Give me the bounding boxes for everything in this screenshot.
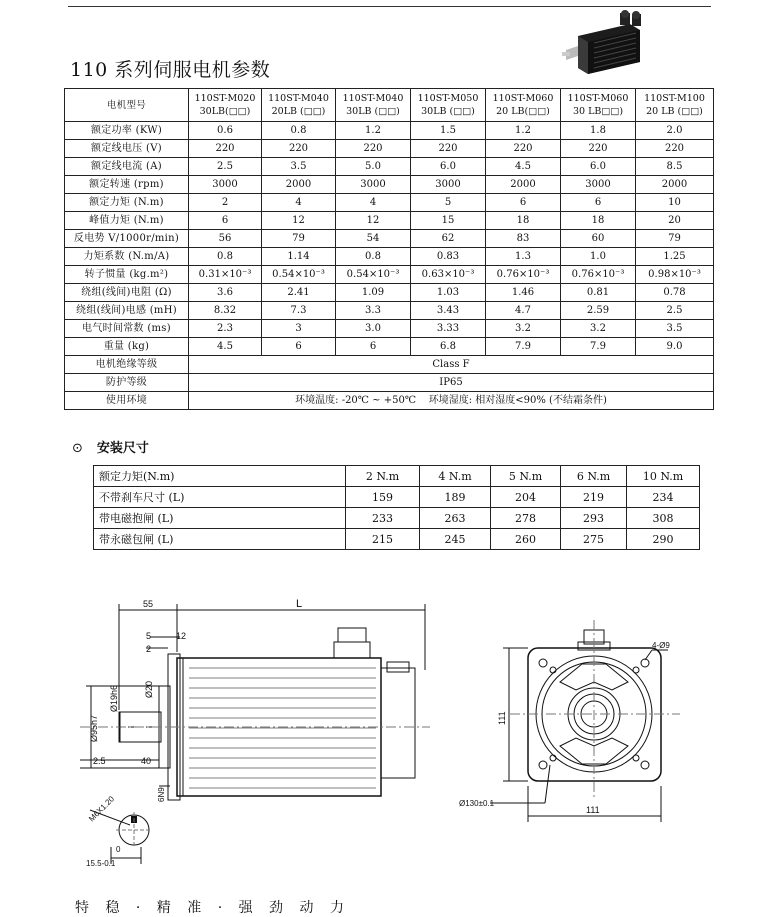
spec-cell: 220 <box>411 140 486 158</box>
mount-header-row <box>94 466 700 487</box>
dim-6n9: 6N9 <box>157 787 166 802</box>
spec-row-label: 额定转速 (rpm) <box>65 176 189 194</box>
spec-cell: 220 <box>561 140 636 158</box>
spec-cell: 3.5 <box>262 158 336 176</box>
spec-cell: 6.8 <box>411 338 486 356</box>
spec-row <box>65 140 714 158</box>
spec-cell: 220 <box>189 140 262 158</box>
spec-cell: 1.8 <box>561 122 636 140</box>
spec-cell: 2.41 <box>262 284 336 302</box>
model-name-line2: 20LB (□□) <box>271 106 326 117</box>
model-name-line1: 110ST-M020 <box>194 93 256 104</box>
spec-cell: 0.6 <box>189 122 262 140</box>
spec-span-row <box>65 356 714 374</box>
mount-row-label: 带电磁抱闸 (L) <box>94 508 346 529</box>
spec-cell: 220 <box>336 140 411 158</box>
front-view <box>490 620 680 822</box>
model-header <box>336 89 411 122</box>
dim-shaft: Ø19h6 <box>109 684 119 712</box>
page-title: 110 系列伺服电机参数 <box>70 59 271 81</box>
spec-cell: 79 <box>262 230 336 248</box>
spec-cell: 79 <box>636 230 714 248</box>
spec-cell: 6 <box>561 194 636 212</box>
spec-cell: 0.98×10⁻³ <box>636 266 714 284</box>
spec-cell: 220 <box>486 140 561 158</box>
motor-image <box>560 10 655 80</box>
spec-cell: 3.33 <box>411 320 486 338</box>
model-name-line1: 110ST-M040 <box>342 93 404 104</box>
spec-span-cell: IP65 <box>189 374 714 392</box>
spec-cell: 12 <box>336 212 411 230</box>
spec-row <box>65 248 714 266</box>
spec-cell: 8.5 <box>636 158 714 176</box>
model-header <box>411 89 486 122</box>
spec-row <box>65 212 714 230</box>
spec-row-label: 电机绝缘等级 <box>65 356 189 374</box>
spec-cell: 6 <box>336 338 411 356</box>
mount-cell: 275 <box>561 529 627 550</box>
mount-cell: 278 <box>491 508 561 529</box>
spec-row <box>65 302 714 320</box>
spec-cell: 7.3 <box>262 302 336 320</box>
mount-cell: 290 <box>627 529 700 550</box>
spec-cell: 1.0 <box>561 248 636 266</box>
spec-cell: 3000 <box>189 176 262 194</box>
mount-cell: 189 <box>420 487 491 508</box>
spec-row-label: 电气时间常数 (ms) <box>65 320 189 338</box>
mount-column-header: 10 N.m <box>627 466 700 487</box>
target-icon: ⊙ <box>72 441 83 456</box>
spec-cell: 0.54×10⁻³ <box>336 266 411 284</box>
model-header <box>486 89 561 122</box>
dim-spigot: Ø95h7 <box>89 714 99 742</box>
dim-40: 40 <box>141 756 152 766</box>
spec-cell: 56 <box>189 230 262 248</box>
mount-row-label: 不带刹车尺寸 (L) <box>94 487 346 508</box>
spec-cell: 3.2 <box>486 320 561 338</box>
spec-cell: 0.83 <box>411 248 486 266</box>
spec-span-cell: 环境温度: -20℃ ~ +50℃ 环境湿度: 相对湿度<90% (不结霜条件) <box>189 392 714 410</box>
spec-row <box>65 122 714 140</box>
spec-cell: 8.32 <box>189 302 262 320</box>
spec-row-label: 力矩系数 (N.m/A) <box>65 248 189 266</box>
spec-cell: 3.43 <box>411 302 486 320</box>
dim-5: 5 <box>146 631 152 641</box>
spec-cell: 3000 <box>411 176 486 194</box>
model-name-line2: 20 LB (□□) <box>646 106 703 117</box>
mount-cell: 215 <box>346 529 420 550</box>
spec-cell: 3.2 <box>561 320 636 338</box>
model-header <box>636 89 714 122</box>
dim-holes: 4-Ø9 <box>652 641 670 650</box>
bottom-slogan: 特 稳 · 精 准 · 强 劲 动 力 <box>75 900 350 916</box>
spec-cell: 1.5 <box>411 122 486 140</box>
mount-cell: 260 <box>491 529 561 550</box>
dim-pcd: Ø130±0.1 <box>459 799 495 808</box>
spec-cell: 2000 <box>262 176 336 194</box>
spec-row-label: 使用环境 <box>65 392 189 410</box>
spec-row-label: 防护等级 <box>65 374 189 392</box>
spec-cell: 1.03 <box>411 284 486 302</box>
dim-111-vertical: 111 <box>497 711 507 725</box>
dim-l: L <box>296 598 303 610</box>
dim-2: 2 <box>146 644 152 654</box>
spec-cell: 1.2 <box>486 122 561 140</box>
dim-55: 55 <box>143 599 154 609</box>
mount-section-heading <box>72 437 149 456</box>
spec-cell: 6.0 <box>561 158 636 176</box>
spec-cell: 2.59 <box>561 302 636 320</box>
spec-cell: 3 <box>262 320 336 338</box>
spec-cell: 2000 <box>486 176 561 194</box>
dim-15-5: 15.5-0.1 <box>86 859 116 868</box>
spec-cell: 62 <box>411 230 486 248</box>
mount-cell: 204 <box>491 487 561 508</box>
mount-row <box>94 529 700 550</box>
spec-cell: 20 <box>636 212 714 230</box>
spec-row <box>65 230 714 248</box>
spec-cell: 4.7 <box>486 302 561 320</box>
spec-cell: 5 <box>411 194 486 212</box>
spec-row-label: 额定力矩 (N.m) <box>65 194 189 212</box>
mount-section-title: 安装尺寸 <box>96 441 149 456</box>
model-header <box>561 89 636 122</box>
spec-cell: 54 <box>336 230 411 248</box>
mount-row-label: 带永磁包闸 (L) <box>94 529 346 550</box>
model-name-line2: 30 LB□□) <box>572 106 624 117</box>
model-header <box>262 89 336 122</box>
spec-row-label: 峰值力矩 (N.m) <box>65 212 189 230</box>
spec-table <box>64 88 714 410</box>
model-name-line2: 20 LB(□□) <box>496 106 550 117</box>
spec-cell: 18 <box>561 212 636 230</box>
model-name-line1: 110ST-M050 <box>417 93 479 104</box>
spec-cell: 9.0 <box>636 338 714 356</box>
mount-cell: 263 <box>420 508 491 529</box>
spec-cell: 83 <box>486 230 561 248</box>
model-header <box>189 89 262 122</box>
spec-cell: 1.2 <box>336 122 411 140</box>
mount-cell: 245 <box>420 529 491 550</box>
spec-span-row <box>65 374 714 392</box>
dim-thread: M6X1.20 <box>87 794 117 824</box>
spec-row <box>65 266 714 284</box>
top-rule <box>68 6 711 7</box>
spec-cell: 1.09 <box>336 284 411 302</box>
mount-cell: 159 <box>346 487 420 508</box>
mount-header-label: 额定力矩(N.m) <box>94 466 346 487</box>
spec-cell: 0.81 <box>561 284 636 302</box>
model-name-line1: 110ST-M100 <box>644 93 705 104</box>
spec-cell: 5.0 <box>336 158 411 176</box>
spec-cell: 7.9 <box>486 338 561 356</box>
model-name-line1: 110ST-M040 <box>268 93 329 104</box>
spec-cell: 2.5 <box>636 302 714 320</box>
dimension-drawing <box>0 590 763 890</box>
spec-cell: 0.31×10⁻³ <box>189 266 262 284</box>
mount-cell: 308 <box>627 508 700 529</box>
spec-cell: 0.76×10⁻³ <box>561 266 636 284</box>
dim-20: Ø20 <box>144 680 154 698</box>
spec-cell: 220 <box>262 140 336 158</box>
spec-row-label: 反电势 V/1000r/min) <box>65 230 189 248</box>
spec-cell: 0.8 <box>189 248 262 266</box>
spec-cell: 6 <box>486 194 561 212</box>
spec-cell: 4.5 <box>486 158 561 176</box>
mount-cell: 234 <box>627 487 700 508</box>
spec-cell: 2.3 <box>189 320 262 338</box>
model-name-line1: 110ST-M060 <box>492 93 554 104</box>
spec-span-cell: Class F <box>189 356 714 374</box>
spec-row <box>65 194 714 212</box>
spec-cell: 1.25 <box>636 248 714 266</box>
spec-header-row <box>65 89 714 122</box>
spec-cell: 6.0 <box>411 158 486 176</box>
spec-cell: 10 <box>636 194 714 212</box>
spec-row-label: 额定功率 (KW) <box>65 122 189 140</box>
spec-cell: 2.0 <box>636 122 714 140</box>
mount-row <box>94 508 700 529</box>
spec-cell: 220 <box>636 140 714 158</box>
spec-cell: 1.3 <box>486 248 561 266</box>
spec-row <box>65 158 714 176</box>
dim-0: 0 <box>116 845 121 854</box>
spec-cell: 4.5 <box>189 338 262 356</box>
side-view <box>80 604 430 864</box>
spec-row-label: 额定线电压 (V) <box>65 140 189 158</box>
spec-cell: 7.9 <box>561 338 636 356</box>
spec-cell: 2 <box>189 194 262 212</box>
dim-12: 12 <box>176 631 187 641</box>
spec-row <box>65 338 714 356</box>
spec-cell: 3000 <box>336 176 411 194</box>
mount-table <box>93 465 700 550</box>
spec-cell: 4 <box>336 194 411 212</box>
mount-column-header: 6 N.m <box>561 466 627 487</box>
spec-row <box>65 176 714 194</box>
model-name-line2: 30LB(□□) <box>199 106 251 117</box>
spec-row <box>65 284 714 302</box>
model-name-line2: 30LB (□□) <box>421 106 475 117</box>
spec-cell: 3.3 <box>336 302 411 320</box>
spec-row-label: 重量 (kg) <box>65 338 189 356</box>
spec-cell: 1.14 <box>262 248 336 266</box>
spec-cell: 6 <box>262 338 336 356</box>
spec-cell: 2.5 <box>189 158 262 176</box>
spec-cell: 3000 <box>561 176 636 194</box>
spec-cell: 0.54×10⁻³ <box>262 266 336 284</box>
mount-cell: 219 <box>561 487 627 508</box>
spec-row-label: 额定线电流 (A) <box>65 158 189 176</box>
spec-cell: 3.6 <box>189 284 262 302</box>
mount-column-header: 2 N.m <box>346 466 420 487</box>
spec-cell: 15 <box>411 212 486 230</box>
spec-cell: 3.5 <box>636 320 714 338</box>
spec-cell: 0.8 <box>336 248 411 266</box>
spec-cell: 0.8 <box>262 122 336 140</box>
spec-row-label: 绕组(线间)电阻 (Ω) <box>65 284 189 302</box>
spec-cell: 12 <box>262 212 336 230</box>
spec-span-row <box>65 392 714 410</box>
model-name-line2: 30LB (□□) <box>346 106 400 117</box>
model-name-line1: 110ST-M060 <box>567 93 629 104</box>
mount-cell: 233 <box>346 508 420 529</box>
spec-cell: 18 <box>486 212 561 230</box>
spec-cell: 6 <box>189 212 262 230</box>
spec-cell: 60 <box>561 230 636 248</box>
mount-column-header: 4 N.m <box>420 466 491 487</box>
spec-row <box>65 320 714 338</box>
mount-cell: 293 <box>561 508 627 529</box>
spec-cell: 0.78 <box>636 284 714 302</box>
mount-column-header: 5 N.m <box>491 466 561 487</box>
spec-cell: 0.76×10⁻³ <box>486 266 561 284</box>
mount-row <box>94 487 700 508</box>
spec-row-label: 转子惯量 (kg.m²) <box>65 266 189 284</box>
spec-cell: 1.46 <box>486 284 561 302</box>
spec-header-label: 电机型号 <box>65 89 189 122</box>
spec-cell: 3.0 <box>336 320 411 338</box>
spec-row-label: 绕组(线间)电感 (mH) <box>65 302 189 320</box>
spec-cell: 2000 <box>636 176 714 194</box>
dim-111-horizontal: 111 <box>586 805 600 815</box>
spec-cell: 0.63×10⁻³ <box>411 266 486 284</box>
spec-cell: 4 <box>262 194 336 212</box>
dim-2-5: 2.5 <box>93 756 106 766</box>
